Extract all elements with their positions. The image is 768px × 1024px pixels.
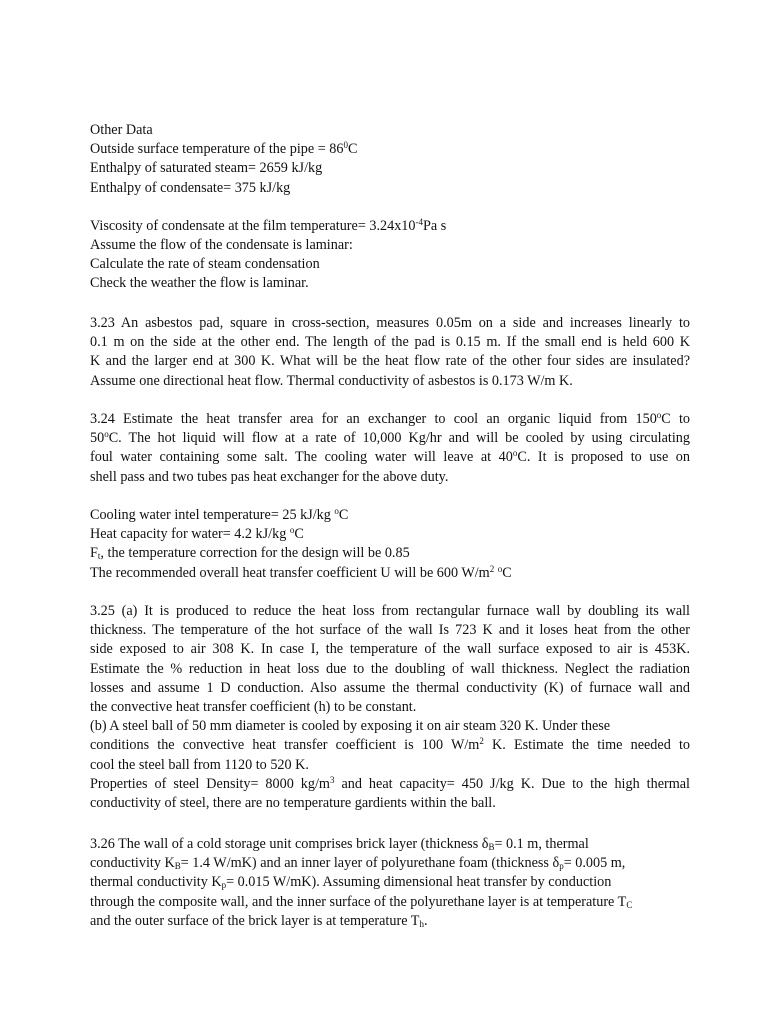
other-data-section [90,121,690,294]
text-line: Calculate the rate of steam condensation [90,256,320,273]
text-line: Enthalpy of saturated steam= 2659 kJ/kg [90,160,323,177]
text-line: 3.23 An asbestos pad, square in cross-section, measures 0.05m on a side and increases linearly to [90,315,690,331]
text-line: thickness. The temperature of the hot surface of the wall Is 723 K and it loses heat from the other [90,622,690,639]
problem-3-24-data [90,506,690,583]
text-line: conductivity $K_B= 1.4$ W/mK) and an inner layer of polyurethane foam (thickness $\delta_p= 0.005$ m, [90,855,626,872]
text-line: The recommended overall heat transfer coefficient U will be 600 $W/m^2$ $^o$C [90,563,512,581]
text-line: K and the larger end at 300 K. What will be the heat flow rate of the other four sides are insulated? [90,353,690,370]
text-line: Viscosity of condensate at the film temperature= $3.24x10^{-4}Pa$ s [90,216,447,234]
text-line: Estimate the % reduction in heat loss due to the doubling of wall thickness. Neglect the radiation [90,660,690,677]
text-line: Cooling water intel temperature= 25 kJ/kg $^o$C [90,506,349,523]
problem-3-25 [90,602,690,813]
text-line: side exposed to air 308 K. In case I, the temperature of the wall surface exposed to air is 453K. [90,641,690,658]
text-line: Check the weather the flow is laminar. [90,275,309,292]
text-line: thermal conductivity $K_p= 0.015$ W/mK). Assuming dimensional heat transfer by conduction [90,874,612,891]
text-line: 3.25 (a) It is produced to reduce the heat loss from rectangular furnace wall by doubling its wall [90,603,690,619]
text-line: cool the steel ball from 1120 to 520 K. [90,756,309,773]
text-line: 3.26 The wall of a cold storage unit comprises brick layer (thickness $\delta_B= 0.1$ m, thermal [90,836,589,852]
text-line: conditions the convective heat transfer coefficient is 100 $W/m^2$ K. Estimate the time needed to [90,736,690,754]
text-line: Enthalpy of condensate= 375 kJ/kg [90,179,291,196]
text-line: losses and assume 1 D conduction. Also assume the thermal conductivity (K) of furnace wall and [90,679,690,696]
section-heading: Other Data [90,122,153,138]
problem-3-26 [90,835,690,931]
text-line: conductivity of steel, there are no temperature gardients within the ball. [90,795,496,812]
text-line: (b) A steel ball of 50 mm diameter is cooled by exposing it on air steam 320 K. Under these [90,718,611,735]
text-line: foul water containing some salt. The cooling water will leave at 40$^o$C. It is proposed to use on [90,448,690,466]
text-line: $F_t$, the temperature correction for the design will be 0.85 [90,545,410,562]
text-line: Assume one directional heat flow. Thermal conductivity of asbestos is 0.173 W/m K. [90,372,573,389]
problem-3-24 [90,410,690,487]
text-line: through the composite wall, and the inner surface of the polyurethane layer is at temperature $T_C$ [90,893,633,910]
text-line: Properties of steel Density= 8000 $kg/m^3$ and heat capacity= 450 J/kg K. Due to the high thermal [90,774,690,792]
text-line: 50$^o$C. The hot liquid will flow at a rate of 10,000 Kg/hr and will be cooled by using circulating [90,429,690,447]
text-line: the convective heat transfer coefficient (h) to be constant. [90,699,417,716]
text-line: and the outer surface of the brick layer is at temperature $T_h$. [90,912,428,929]
text-line: 0.1 m on the side at the other end. The length of the pad is 0.15 m. If the small end is held 600 K [90,334,690,351]
text-line: 3.24 Estimate the heat transfer area for an exchanger to cool an organic liquid from 150$^o$C to [90,410,691,427]
text-line: Heat capacity for water= 4.2 kJ/kg $^o$C [90,525,304,543]
text-line: Assume the flow of the condensate is laminar: [90,237,353,254]
problem-3-23 [90,314,690,391]
text-line: Outside surface temperature of the pipe = $86^0C$ [90,140,358,158]
text-line: shell pass and two tubes pas heat exchanger for the above duty. [90,468,449,485]
